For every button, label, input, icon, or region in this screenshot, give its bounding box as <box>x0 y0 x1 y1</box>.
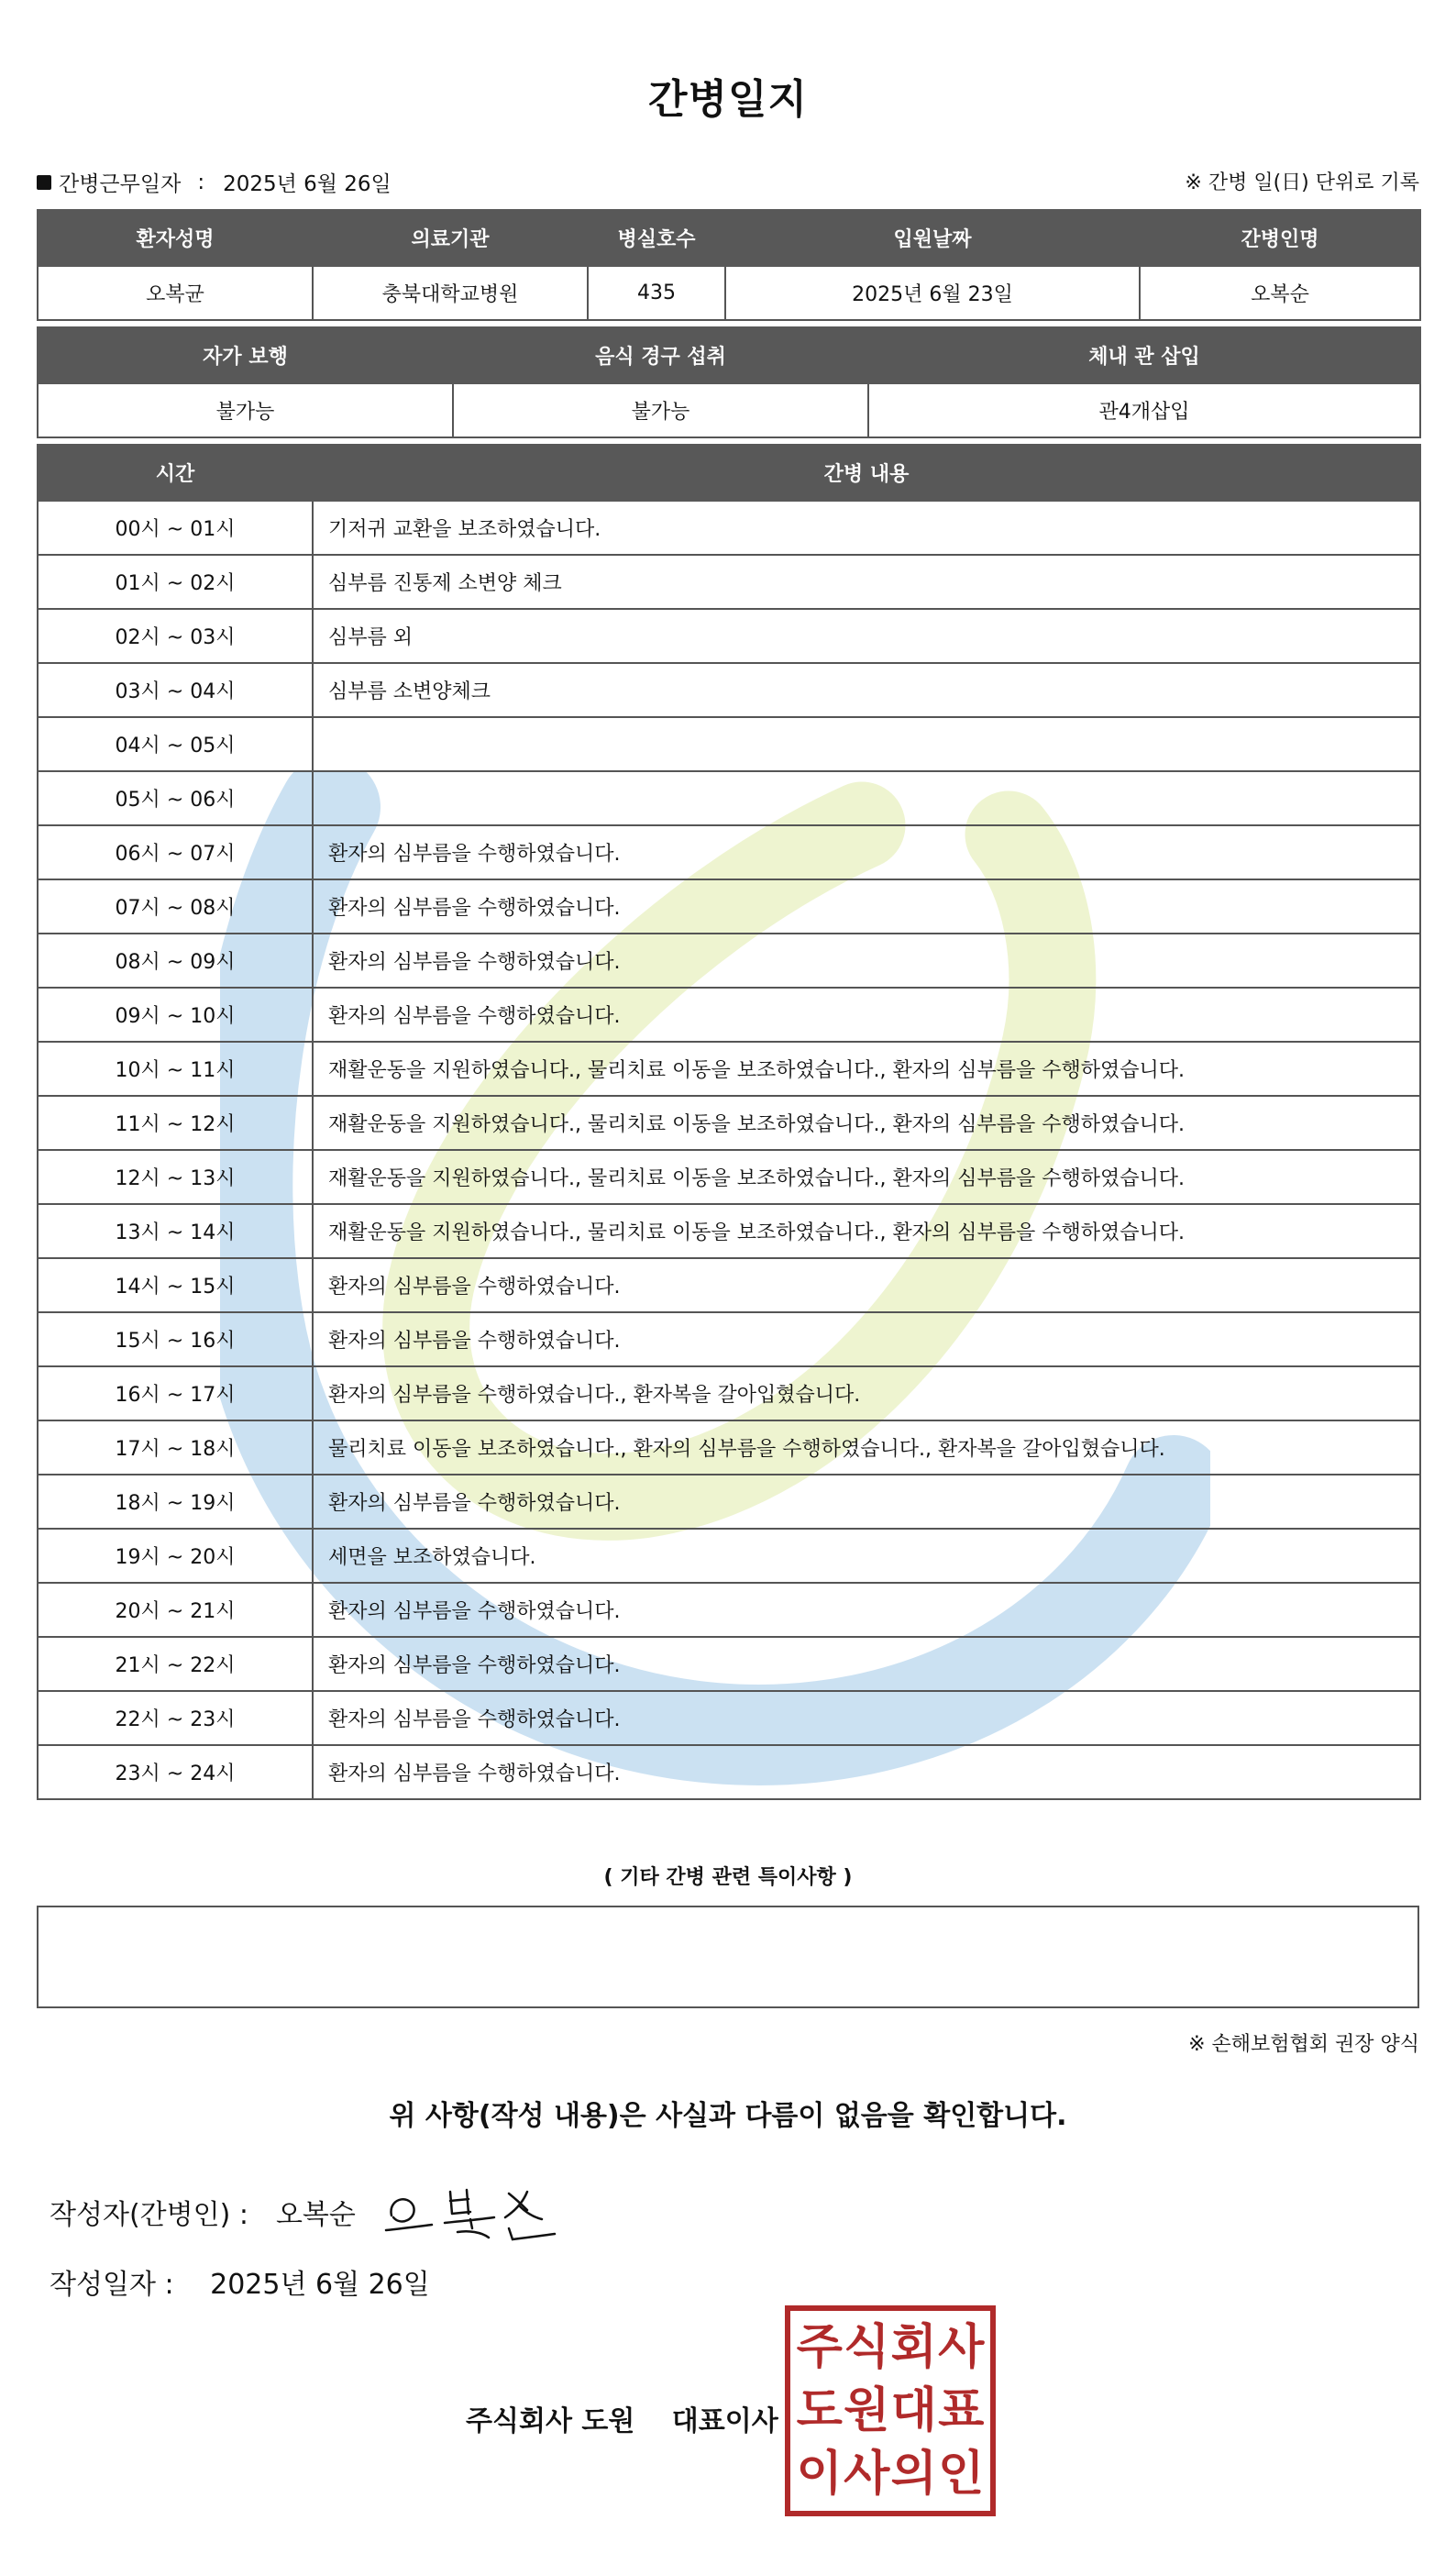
table-row <box>38 555 1420 609</box>
header-time: 시간 <box>38 445 313 501</box>
content-cell: 환자의 심부름을 수행하였습니다. <box>313 934 1420 988</box>
table-row <box>38 1312 1420 1366</box>
time-cell: 11시 ~ 12시 <box>38 1096 313 1150</box>
work-date-separator: : <box>197 170 205 194</box>
tube-insertion-value: 관4개삽입 <box>868 383 1420 437</box>
admission-date: 2025년 6월 23일 <box>725 266 1140 320</box>
table-row <box>38 825 1420 879</box>
table-row <box>38 988 1420 1042</box>
seal-char: 표 <box>938 2382 985 2438</box>
time-cell: 17시 ~ 18시 <box>38 1420 313 1475</box>
table-row <box>38 501 1420 555</box>
company-line <box>466 2398 778 2438</box>
seal-char: 의 <box>890 2446 937 2502</box>
header-admission-date: 입원날짜 <box>725 210 1140 266</box>
content-cell: 재활운동을 지원하였습니다., 물리치료 이동을 보조하였습니다., 환자의 심부름을 수행하였습니다. <box>313 1150 1420 1204</box>
patient-status-table <box>37 326 1421 438</box>
patient-info-header-row <box>38 210 1420 266</box>
time-cell: 00시 ~ 01시 <box>38 501 313 555</box>
care-log-table <box>37 444 1421 1800</box>
content-cell: 기저귀 교환을 보조하였습니다. <box>313 501 1420 555</box>
time-cell: 19시 ~ 20시 <box>38 1529 313 1583</box>
content-cell: 환자의 심부름을 수행하였습니다. <box>313 988 1420 1042</box>
content-cell: 환자의 심부름을 수행하였습니다. <box>313 1745 1420 1799</box>
time-cell: 12시 ~ 13시 <box>38 1150 313 1204</box>
table-row <box>38 771 1420 825</box>
time-cell: 07시 ~ 08시 <box>38 879 313 934</box>
content-cell <box>313 717 1420 771</box>
company-role: 대표이사 <box>671 2405 778 2437</box>
content-cell: 재활운동을 지원하였습니다., 물리치료 이동을 보조하였습니다., 환자의 심부름을 수행하였습니다. <box>313 1204 1420 1258</box>
table-row <box>38 934 1420 988</box>
time-cell: 15시 ~ 16시 <box>38 1312 313 1366</box>
content-cell: 세면을 보조하였습니다. <box>313 1529 1420 1583</box>
header-self-walking: 자가 보행 <box>38 327 453 383</box>
patient-info-value-row <box>38 266 1420 320</box>
content-cell: 심부름 진통제 소변양 체크 <box>313 555 1420 609</box>
header-room-number: 병실호수 <box>588 210 725 266</box>
table-row <box>38 1420 1420 1475</box>
header-caregiver-name: 간병인명 <box>1140 210 1420 266</box>
room-number: 435 <box>588 266 725 320</box>
page-title: 간병일지 <box>647 76 808 123</box>
table-row <box>38 717 1420 771</box>
caregiver-name: 오복순 <box>1140 266 1420 320</box>
table-row <box>38 1475 1420 1529</box>
handwritten-signature <box>381 2173 591 2247</box>
table-row <box>38 879 1420 934</box>
time-cell: 08시 ~ 09시 <box>38 934 313 988</box>
care-log-header-row <box>38 445 1420 501</box>
special-notes-box <box>37 1906 1419 2008</box>
content-cell: 물리치료 이동을 보조하였습니다., 환자의 심부름을 수행하였습니다., 환자복을 갈아입혔습니다. <box>313 1420 1420 1475</box>
header-patient-name: 환자성명 <box>38 210 313 266</box>
content-cell: 재활운동을 지원하였습니다., 물리치료 이동을 보조하였습니다., 환자의 심부름을 수행하였습니다. <box>313 1042 1420 1096</box>
header-oral-intake: 음식 경구 섭취 <box>453 327 868 383</box>
table-row <box>38 663 1420 717</box>
hospital-name: 충북대학교병원 <box>313 266 588 320</box>
seal-char: 이 <box>796 2446 843 2502</box>
table-row <box>38 1529 1420 1583</box>
time-cell: 06시 ~ 07시 <box>38 825 313 879</box>
bullet-square-icon <box>37 175 51 190</box>
time-cell: 05시 ~ 06시 <box>38 771 313 825</box>
seal-char: 사 <box>938 2320 985 2376</box>
seal-char: 원 <box>844 2382 890 2438</box>
time-cell: 10시 ~ 11시 <box>38 1042 313 1096</box>
content-cell: 환자의 심부름을 수행하였습니다., 환자복을 갈아입혔습니다. <box>313 1366 1420 1420</box>
self-walking-value: 불가능 <box>38 383 453 437</box>
time-cell: 22시 ~ 23시 <box>38 1691 313 1745</box>
company-name: 주식회사 도원 <box>466 2405 635 2437</box>
content-cell: 재활운동을 지원하였습니다., 물리치료 이동을 보조하였습니다., 환자의 심부름을 수행하였습니다. <box>313 1096 1420 1150</box>
time-cell: 23시 ~ 24시 <box>38 1745 313 1799</box>
time-cell: 02시 ~ 03시 <box>38 609 313 663</box>
header-care-content: 간병 내용 <box>313 445 1420 501</box>
work-date-label: 간병근무일자 <box>59 172 182 196</box>
time-cell: 21시 ~ 22시 <box>38 1637 313 1691</box>
seal-char: 대 <box>890 2382 937 2438</box>
content-cell: 환자의 심부름을 수행하였습니다. <box>313 1312 1420 1366</box>
time-cell: 14시 ~ 15시 <box>38 1258 313 1312</box>
seal-char: 도 <box>796 2382 843 2438</box>
seal-char: 식 <box>844 2320 890 2376</box>
header-tube-insertion: 체내 관 삽입 <box>868 327 1420 383</box>
form-note: ※ 손해보험협회 권장 양식 <box>1188 2033 1419 2056</box>
table-row <box>38 1583 1420 1637</box>
time-cell: 04시 ~ 05시 <box>38 717 313 771</box>
table-row <box>38 1096 1420 1150</box>
patient-name: 오복균 <box>38 266 313 320</box>
content-cell: 환자의 심부름을 수행하였습니다. <box>313 1475 1420 1529</box>
table-row <box>38 1366 1420 1420</box>
header-hospital: 의료기관 <box>313 210 588 266</box>
work-date-line <box>37 167 392 197</box>
table-row <box>38 1691 1420 1745</box>
company-seal-stamp <box>785 2305 996 2516</box>
table-row <box>38 1258 1420 1312</box>
content-cell: 심부름 소변양체크 <box>313 663 1420 717</box>
content-cell: 환자의 심부름을 수행하였습니다. <box>313 1583 1420 1637</box>
table-row <box>38 1204 1420 1258</box>
table-row <box>38 1150 1420 1204</box>
time-cell: 01시 ~ 02시 <box>38 555 313 609</box>
seal-char: 회 <box>890 2320 937 2376</box>
patient-status-header-row <box>38 327 1420 383</box>
unit-note: ※ 간병 일(日) 단위로 기록 <box>1185 171 1419 194</box>
content-cell: 환자의 심부름을 수행하였습니다. <box>313 1637 1420 1691</box>
write-date-line <box>50 2261 430 2302</box>
confirmation-statement: 위 사항(작성 내용)은 사실과 다름이 없음을 확인합니다. <box>389 2100 1067 2132</box>
table-row <box>38 1637 1420 1691</box>
patient-status-value-row <box>38 383 1420 437</box>
time-cell: 18시 ~ 19시 <box>38 1475 313 1529</box>
seal-char: 인 <box>938 2446 985 2502</box>
time-cell: 03시 ~ 04시 <box>38 663 313 717</box>
table-row <box>38 1042 1420 1096</box>
table-row <box>38 609 1420 663</box>
writer-label: 작성자(간병인) : <box>50 2199 248 2231</box>
content-cell: 환자의 심부름을 수행하였습니다. <box>313 825 1420 879</box>
seal-char: 주 <box>796 2320 843 2376</box>
time-cell: 20시 ~ 21시 <box>38 1583 313 1637</box>
oral-intake-value: 불가능 <box>453 383 868 437</box>
table-row <box>38 1745 1420 1799</box>
write-date-value: 2025년 6월 26일 <box>210 2269 430 2301</box>
writer-name: 오복순 <box>275 2199 356 2231</box>
content-cell: 심부름 외 <box>313 609 1420 663</box>
writer-line <box>50 2192 356 2232</box>
write-date-label: 작성일자 : <box>50 2269 174 2301</box>
time-cell: 13시 ~ 14시 <box>38 1204 313 1258</box>
content-cell: 환자의 심부름을 수행하였습니다. <box>313 1258 1420 1312</box>
content-cell <box>313 771 1420 825</box>
seal-char: 사 <box>844 2446 890 2502</box>
content-cell: 환자의 심부름을 수행하였습니다. <box>313 879 1420 934</box>
time-cell: 16시 ~ 17시 <box>38 1366 313 1420</box>
content-cell: 환자의 심부름을 수행하였습니다. <box>313 1691 1420 1745</box>
work-date-value: 2025년 6월 26일 <box>223 172 392 196</box>
time-cell: 09시 ~ 10시 <box>38 988 313 1042</box>
patient-info-table <box>37 209 1421 321</box>
special-notes-label: ( 기타 간병 관련 특이사항 ) <box>603 1866 853 1889</box>
special-notes-text <box>39 1907 1417 1937</box>
